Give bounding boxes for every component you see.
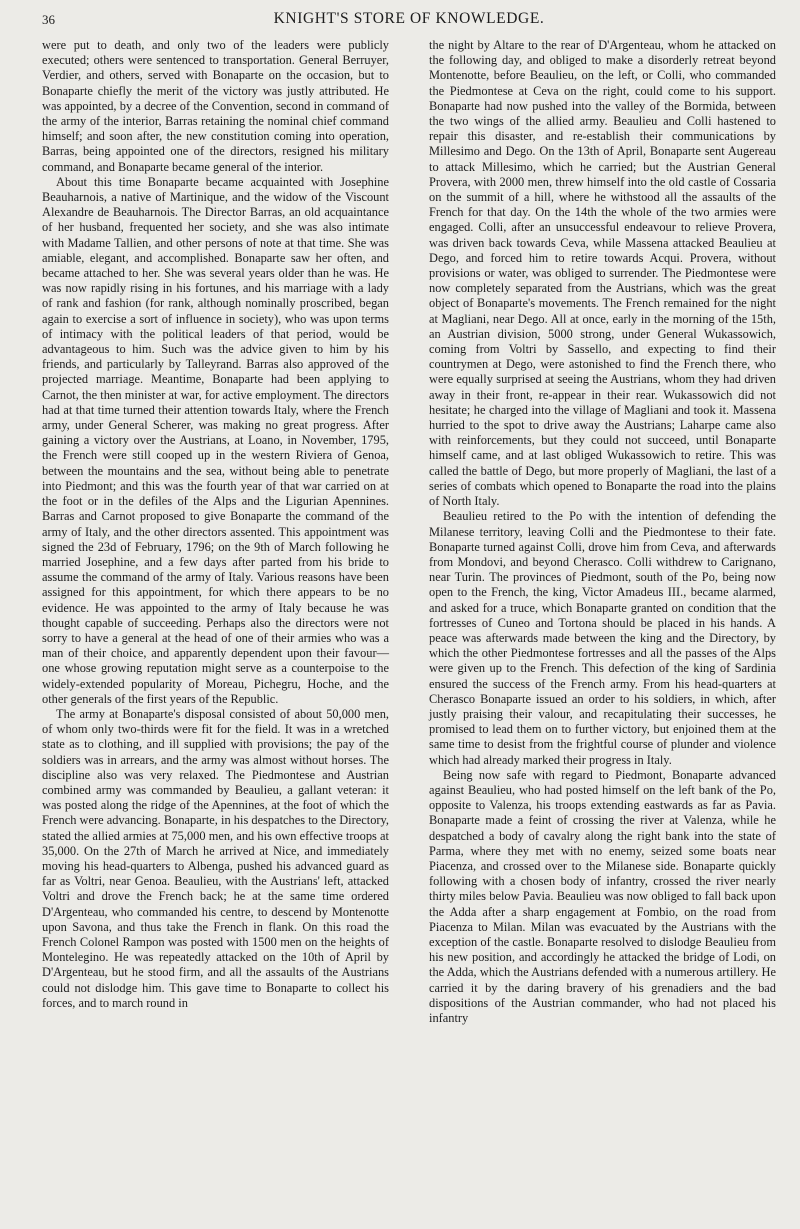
paragraph: were put to death, and only two of the leaders were publicly executed; others were sentenced to transportation. General Berruyer, Verdier, and others, served with Bonaparte on the occasion, but to Bonaparte chiefly the merit of the victory was justly attributed. He was appointed, by a decree of the Convention, second in command of the army of the interior, Barras retaining the nominal chief command himself; and soon after, the new constitution coming into operation, Barras, being appointed one of the directors, resigned his military command, and Bonaparte became general of the interior. [42,38,389,174]
paragraph: the night by Altare to the rear of D'Argenteau, whom he attacked on the following day, and obliged to make a disorderly retreat beyond Montenotte, before Beaulieu, on the left, or Colli, who commanded the Piedmontese at Ceva on the right, could come to his support. Bonaparte had now pushed into the valley of the Bormida, between the two wings of the allied army. Beaulieu and Colli hastened to repair this disaster, and re-establish their communications by Millesimo and Dego. On the 13th of April, Bonaparte sent Augereau to attack Millesimo, which he carried; but the Austrian General Provera, with 2000 men, threw himself into the old castle of Cossaria on the summit of a hill, where he withstood all the assaults of the French for that day. On the 14th the whole of the two armies were engaged. Colli, after an unsuccessful endeavour to relieve Provera, was driven back towards Ceva, while Massena attacked Beaulieu at Dego, and forced him to retire towards Acqui. Provera, without provisions or water, was obliged to surrender. The Piedmontese were now completely separated from the Austrians, which was the great object of Bonaparte's movements. The French remained for the night at Magliani, near Dego. All at once, early in the morning of the 15th, an Austrian division, 5000 strong, under General Wukassowich, coming from Voltri by Sassello, and expecting to find their countrymen at Dego, were astonished to find the French there, who were equally surprised at seeing the Austrians, whom they had driven away in their front, re-appear in their rear. Wukassowich did not hesitate; he charged into the village of Magliani and took it. Massena hurried to the spot to drive away the Austrians; Laharpe came also with reinforcements, but they could not succeed, until Bonaparte himself came, and at last obliged Wukassowich to retire. This was called the battle of Dego, but more properly of Magliani, the last of a series of combats which opened to Bonaparte the road into the plains of North Italy. [429,38,776,509]
paragraph: Beaulieu retired to the Po with the intention of defending the Milanese territory, leaving Colli and the Piedmontese to their fate. Bonaparte turned against Colli, drove him from Ceva, and afterwards from Mondovi, and beyond Cherasco. Colli withdrew to Carignano, near Turin. The provinces of Piedmont, south of the Po, being now open to the French, the king, Victor Amadeus III., became alarmed, and asked for a truce, which Bonaparte granted on condition that the fortresses of Cuneo and Tortona should be placed in his hands. A peace was afterwards made between the king and the Directory, by which the other Piedmontese fortresses and all the passes of the Alps were given up to the French. This defection of the king of Sardinia ensured the success of the French army. From his head-quarters at Cherasco Bonaparte issued an order to his soldiers, in which, after justly praising their valour, and recapitulating their successes, he promised to lead them on to further victory, but enjoined them at the same time to desist from the frightful course of plunder and violence which had already marked their progress in Italy. [429,509,776,767]
right-column [429,38,776,1026]
page-number: 36 [42,12,55,27]
left-column [42,38,389,1026]
paragraph: The army at Bonaparte's disposal consisted of about 50,000 men, of whom only two-thirds were fit for the field. It was in a wretched state as to clothing, and ill supplied with provisions; the pay of the soldiers was in arrears, and the army was almost without horses. The discipline also was very relaxed. The Piedmontese and Austrian combined army was commanded by Beaulieu, a gallant veteran: it was posted along the ridge of the Apennines, at the foot of which the French were advancing. Bonaparte, in his despatches to the Directory, stated the allied armies at 75,000 men, and his own effective troops at 35,000. On the 27th of March he arrived at Nice, and immediately moving his head-quarters to Albenga, pushed his advanced guard as far as Voltri, near Genoa. Beaulieu, with the Austrians' left, attacked Voltri and drove the French back; he at the same time ordered D'Argenteau, who commanded his centre, to descend by Montenotte upon Savona, and thus take the French in flank. On this road the French Colonel Rampon was posted with 1500 men on the heights of Montelegino. He was repeatedly attacked on the 10th of April by D'Argenteau, but he stood firm, and all the assaults of the Austrians could not dislodge him. This gave time to Bonaparte to collect his forces, and to march round in [42,706,389,1010]
paragraph: About this time Bonaparte became acquainted with Josephine Beauharnois, a native of Martinique, and the widow of the Viscount Alexandre de Beauharnois. The Director Barras, an old acquaintance of her husband, frequented her society, and she was also intimate with Madame Tallien, and other persons of note at that time. She was amiable, elegant, and accomplished. Bonaparte saw her often, and became attached to her. She was several years older than he was. He was now rapidly rising in his fortunes, and his marriage with a lady of rank and fashion (for rank, although nominally proscribed, began again to exercise a sort of influence in society), who was upon terms of intimacy with the political leaders of that period, would be advantageous to him. Such was the advice given to him by his friends, and particularly by Talleyrand. Barras also approved of the projected marriage. Meantime, Bonaparte had been applying to Carnot, the then minister at war, for active employment. The directors had at that time turned their attention towards Italy, where the French army, under General Scherer, was making no great progress. After gaining a victory over the Austrians, at Loano, in November, 1795, the French were still cooped up in the western Riviera of Genoa, between the mountains and the sea, without being able to penetrate into Piedmont; and this was the fourth year of that war carried on at the foot or in the defiles of the Alps and the Ligurian Apennines. Barras and Carnot proposed to give Bonaparte the command of the army of Italy, and the other directors assented. This appointment was signed the 23d of February, 1796; on the 9th of March following he married Josephine, and a few days after parted from his bride to assume the command of the army of Italy. Various reasons have been assigned for this appointment, for which there appears to be no evidence. He was appointed to the army of Italy because he was thought capable of succeeding. Perhaps also the directors were not sorry to have a general at the head of one of their armies who was a man of their choice, and apparently dependent upon their favour—one whose growing reputation might serve as a counterpoise to the widely-extended popularity of Moreau, Pichegru, Hoche, and the other generals of the first years of the Republic. [42,174,389,706]
running-head: KNIGHT'S STORE OF KNOWLEDGE. [273,10,545,27]
page-header [42,0,776,36]
text-columns [42,38,776,1026]
paragraph: Being now safe with regard to Piedmont, Bonaparte advanced against Beaulieu, who had posted himself on the left bank of the Po, opposite to Valenza, his troops extending eastwards as far as Pavia. Bonaparte made a feint of crossing the river at Valenza, while he despatched a body of cavalry along the right bank into the state of Parma, where they met with no enemy, seized some boats near Piacenza, and crossed over to the Milanese side. Bonaparte quickly following with a chosen body of infantry, crossed the river nearly thirty miles below Pavia. Beaulieu was now obliged to fall back upon the Adda after a sharp engagement at Fombio, on the road from Piacenza to Milan. Milan was evacuated by the Austrians with the exception of the castle. Bonaparte resolved to dislodge Beaulieu from his new position, and accordingly he attacked the bridge of Lodi, on the Adda, which the Austrians defended with a numerous artillery. He carried it by the daring bravery of his grenadiers and the bad dispositions of the Austrian commander, who had not placed his infantry [429,767,776,1025]
